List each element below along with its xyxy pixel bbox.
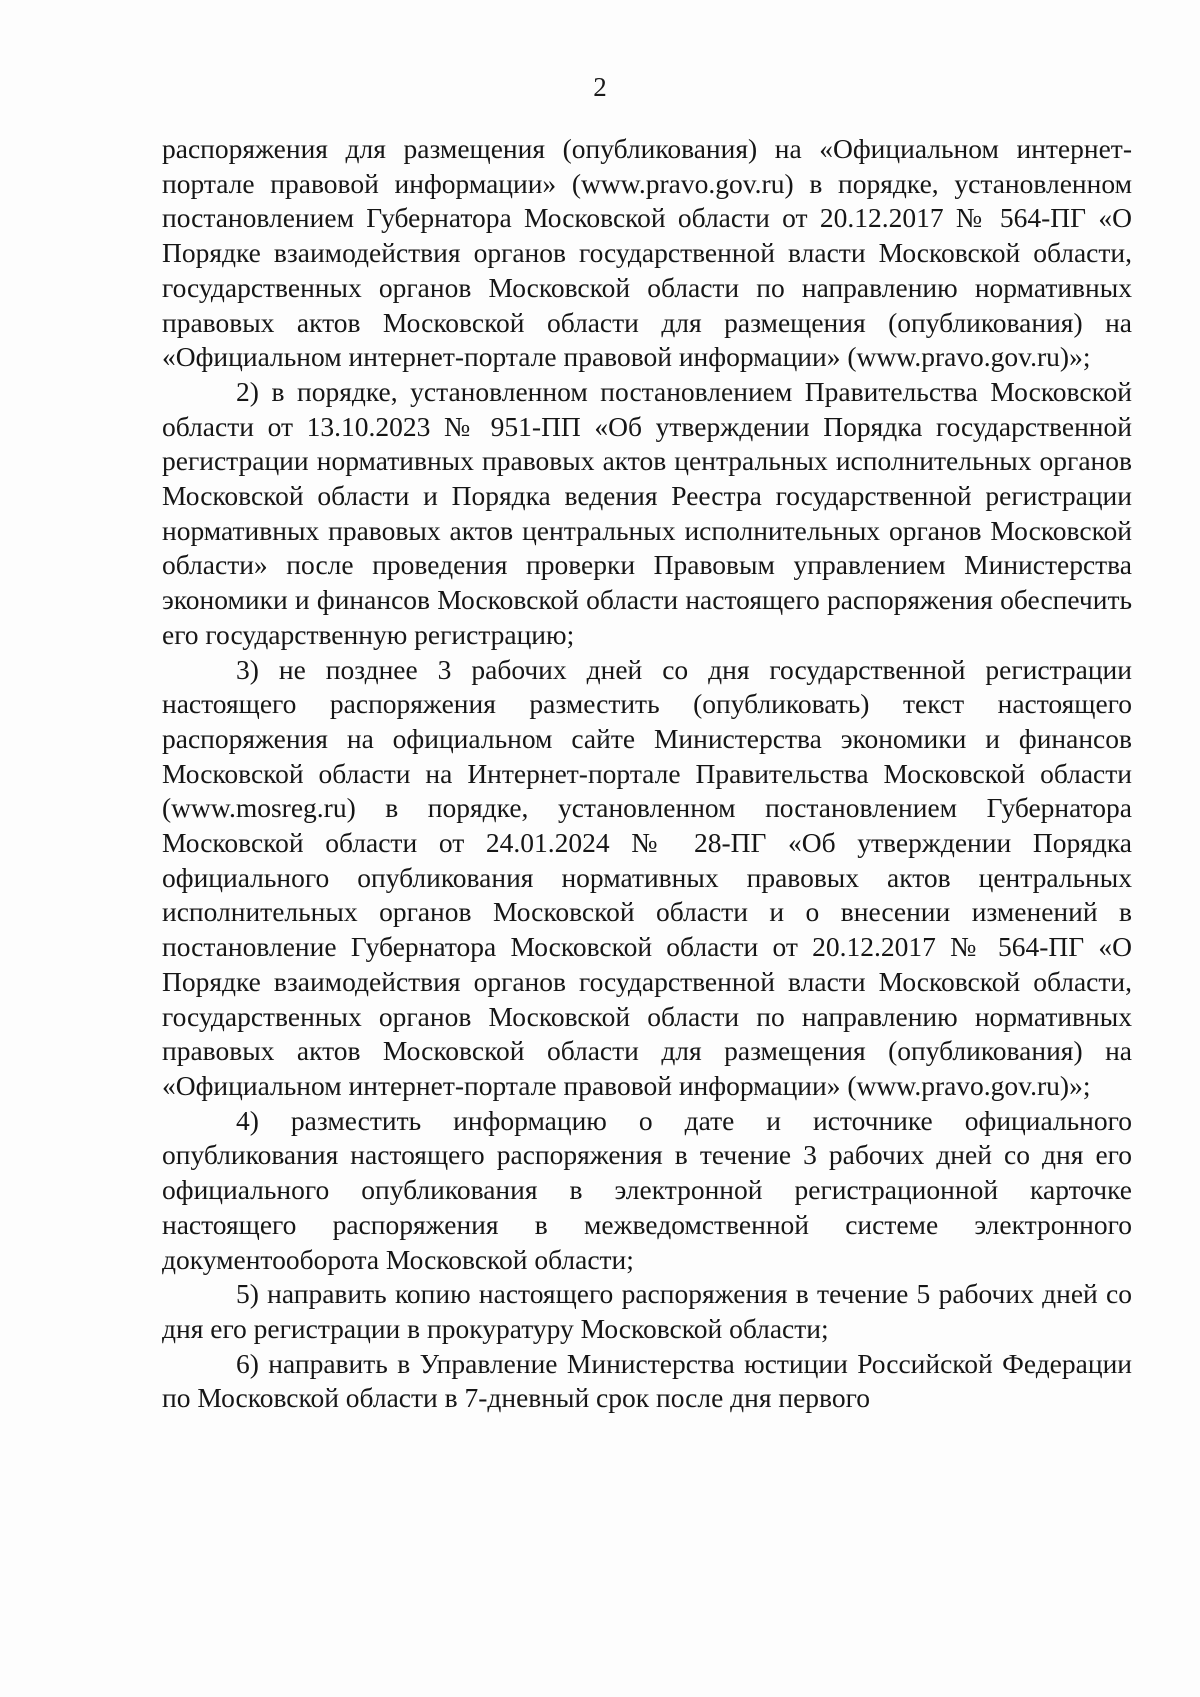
paragraph-item-5: 5) направить копию настоящего распоряжения в течение 5 рабочих дней со дня его регистрации в прокуратуру Московской области; <box>162 1278 1132 1344</box>
paragraph-item-3: 3) не позднее 3 рабочих дней со дня государственной регистрации настоящего распоряжения разместить (опубликовать) текст настоящего распоряжения на официальном сайте Министерства экономики и финансов Московской области на Интернет-портале Правительства Московской области (www.mosreg.ru) в порядке, установленном постановлением Губернатора Московской области от 24.01.2024 № 28-ПГ «Об утверждении Порядка официального опубликования нормативных правовых актов центральных исполнительных органов Московской области и о внесении изменений в постановление Губернатора Московской области от 20.12.2017 № 564-ПГ «О Порядке взаимодействия органов государственной власти Московской области, государственных органов Московской области по направлению нормативных правовых актов Московской области для размещения (опубликования) на «Официальном интернет-портале правовой информации» (www.pravo.gov.ru)»; <box>162 653 1132 1101</box>
paragraph-continuation: распоряжения для размещения (опубликования) на «Официальном интернет-портале правовой информации» (www.pravo.gov.ru) в порядке, установленном постановлением Губернатора Московской области от 20.12.2017 № 564-ПГ «О Порядке взаимодействия органов государственной власти Московской области, государственных органов Московской области по направлению нормативных правовых актов Московской области для размещения (опубликования) на «Официальном интернет-портале правовой информации» (www.pravo.gov.ru)»; <box>162 133 1132 373</box>
paragraph-item-2: 2) в порядке, установленном постановлением Правительства Московской области от 13.10.2023 № 951-ПП «Об утверждении Порядка государственной регистрации нормативных правовых актов центральных исполнительных органов Московской области и Порядка ведения Реестра государственной регистрации нормативных правовых актов центральных исполнительных органов Московской области» после проведения проверки Правовым управлением Министерства экономики и финансов Московской области настоящего распоряжения обеспечить его государственную регистрацию; <box>162 375 1132 650</box>
page-number: 2 <box>593 72 607 102</box>
paragraph-item-4: 4) разместить информацию о дате и источнике официального опубликования настоящего распоряжения в течение 3 рабочих дней со дня его официального опубликования в электронной регистрационной карточке настоящего распоряжения в межведомственной системе электронного документооборота Московской области; <box>162 1104 1132 1275</box>
document-body <box>162 132 1132 1416</box>
paragraph-item-6: 6) направить в Управление Министерства юстиции Российской Федерации по Московской области в 7-дневный срок после дня первого <box>162 1347 1132 1414</box>
